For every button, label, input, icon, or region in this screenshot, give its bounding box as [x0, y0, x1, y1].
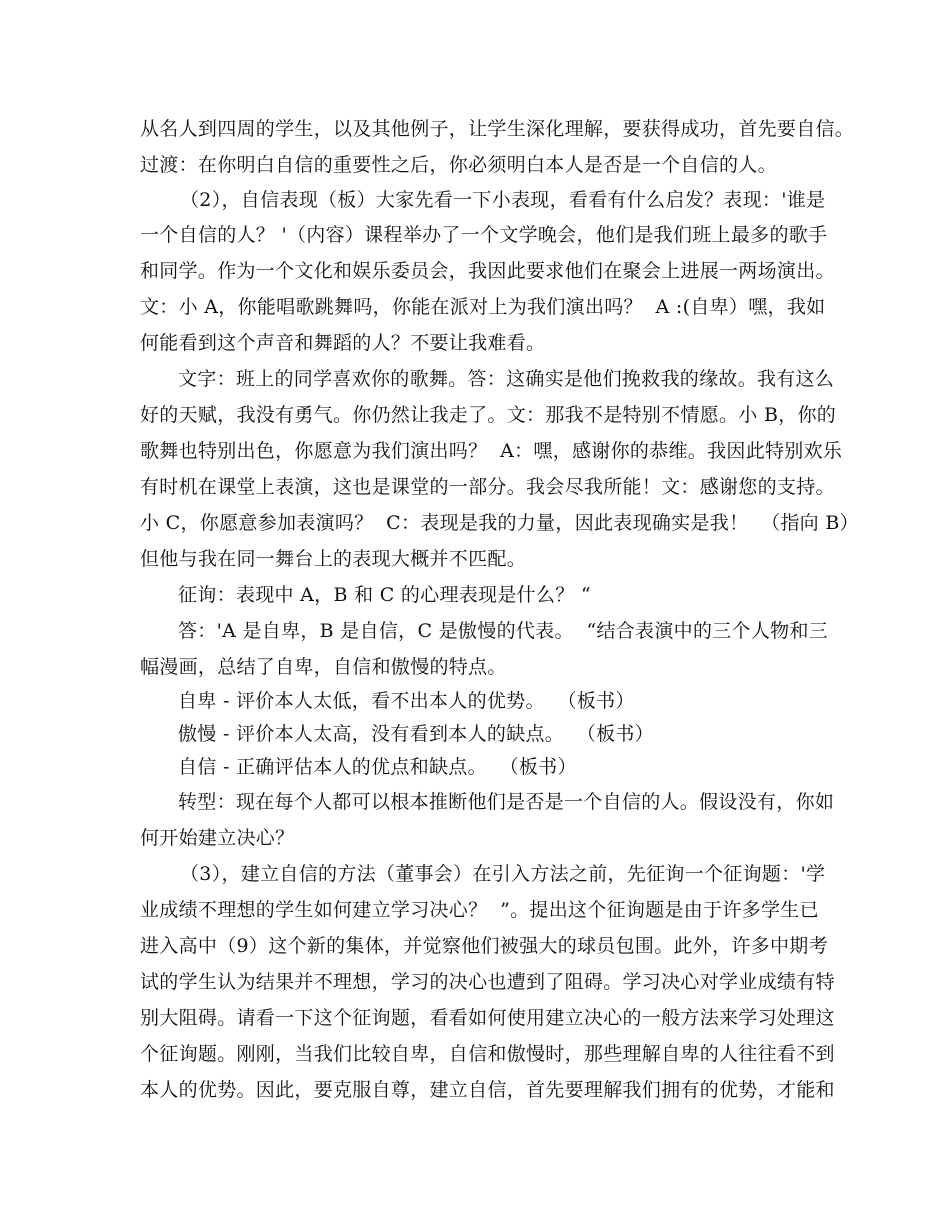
text-line: 从名人到四周的学生，以及其他例子，让学生深化理解，要获得成功，首先要自信。: [140, 118, 855, 140]
text-line: 答：'A 是自卑，B 是自信，C 是傲慢的代表。 “结合表演中的三个人物和三: [178, 620, 829, 642]
text-line: 傲慢 - 评价本人太高，没有看到本人的缺点。 （板书）: [178, 723, 654, 745]
text-line: 自卑 - 评价本人太低，看不出本人的优势。 （板书）: [178, 690, 635, 712]
text-line: 有时机在课堂上表演，这也是课堂的一部分。我会尽我所能！文：感谢您的支持。: [140, 476, 835, 498]
text-line: 歌舞也特别出色，你愿意为我们演出吗？ A：嘿，感谢你的恭维。我因此特别欢乐: [140, 440, 843, 462]
text-line: 试的学生认为结果并不理想，学习的决心也遭到了阻碍。学习决心对学业成绩有特: [140, 971, 835, 993]
text-line: 转型：现在每个人都可以根本推断他们是否是一个自信的人。假设没有，你如: [178, 791, 835, 813]
text-line: 过渡：在你明白自信的重要性之后，你必须明白本人是否是一个自信的人。: [140, 154, 777, 176]
text-line: 个征询题。刚刚，当我们比较自卑，自信和傲慢时，那些理解自卑的人往往看不到: [140, 1043, 835, 1065]
text-line: 别大阻碍。请看一下这个征询题，看看如何使用建立决心的一般方法来学习处理这: [140, 1007, 835, 1029]
text-line: 和同学。作为一个文化和娱乐委员会，我因此要求他们在聚会上进展一两场演出。: [140, 260, 835, 282]
text-line: （3），建立自信的方法（董事会）在引入方法之前，先征询一个征询题：'学: [180, 863, 826, 885]
text-line: 小 C，你愿意参加表演吗？ C：表现是我的力量，因此表现确实是我！ （指向 B）: [140, 512, 859, 534]
text-line: 文：小 A，你能唱歌跳舞吗，你能在派对上为我们演出吗？ A :(自卑）嘿，我如: [140, 296, 826, 318]
text-line: （2），自信表现（板）大家先看一下小表现，看看有什么启发？表现：'谁是: [180, 189, 826, 211]
text-line: 业成绩不理想的学生如何建立学习决心？ ”。提出这个征询题是由于许多学生已: [140, 899, 819, 921]
text-line: 一个自信的人？ '（内容）课程举办了一个文学晚会，他们是我们班上最多的歌手: [140, 224, 828, 246]
text-line: 征询：表现中 A，B 和 C 的心理表现是什么？ “: [178, 584, 591, 606]
text-line: 本人的优势。因此，要克服自尊，建立自信，首先要理解我们拥有的优势，才能和: [140, 1079, 835, 1101]
text-line: 何开始建立决心？: [140, 827, 295, 849]
text-line: 何能看到这个声音和舞蹈的人？不要让我难看。: [140, 332, 546, 354]
text-line: 好的天赋，我没有勇气。你仍然让我走了。文：那我不是特别不情愿。小 B，你的: [140, 404, 837, 426]
text-line: 但他与我在同一舞台上的表现大概并不匹配。: [140, 548, 527, 570]
text-line: 幅漫画，总结了自卑，自信和傲慢的特点。: [140, 656, 507, 678]
text-line: 进入高中（9）这个新的集体，并觉察他们被强大的球员包围。此外，许多中期考: [140, 935, 828, 957]
text-line: 文字：班上的同学喜欢你的歌舞。答：这确实是他们挽救我的缘故。我有这么: [178, 368, 835, 390]
text-line: 自信 - 正确评估本人的优点和缺点。 （板书）: [178, 756, 577, 778]
